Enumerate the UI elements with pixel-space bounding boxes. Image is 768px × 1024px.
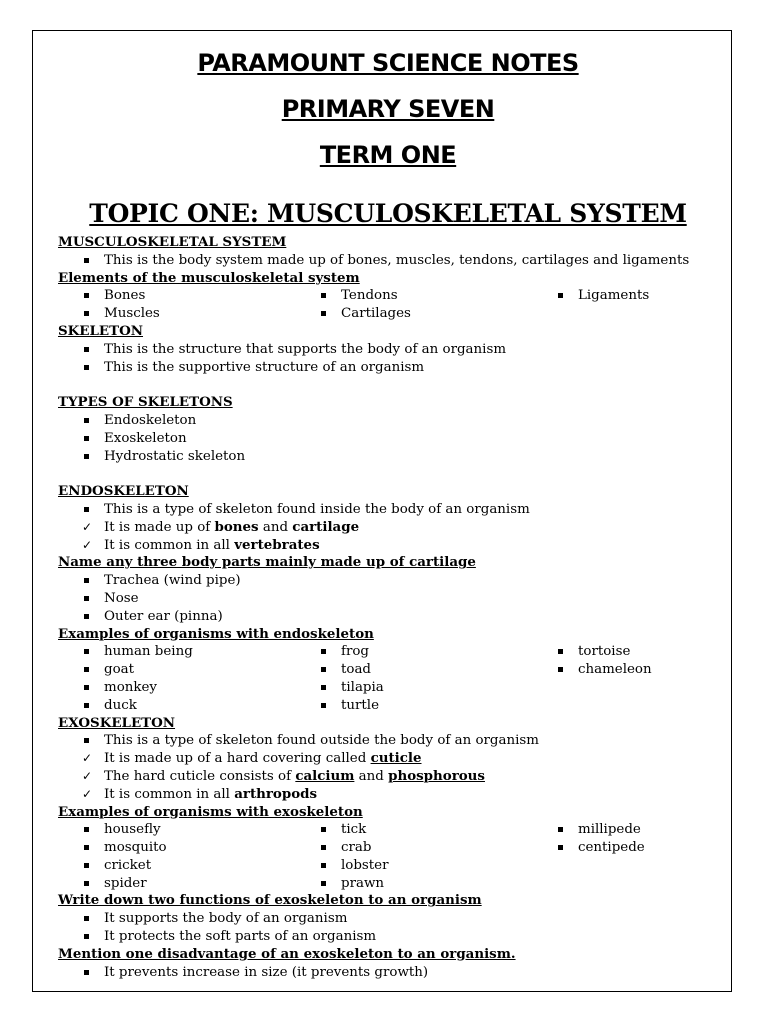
bold-term: bones bbox=[214, 518, 259, 535]
list-item: crab bbox=[295, 839, 532, 857]
section-heading-skeleton: SKELETON bbox=[58, 322, 144, 339]
list-item: goat bbox=[58, 661, 295, 679]
section-heading-exo-disadvantage: Mention one disadvantage of an exoskeleton to an organism. bbox=[58, 945, 516, 962]
bold-term: cartilage bbox=[292, 518, 360, 535]
list-item: monkey bbox=[58, 679, 295, 697]
list-item: toad bbox=[295, 661, 532, 679]
text-run: It is made up of a hard covering called bbox=[104, 751, 371, 767]
exo-disadvantage-list bbox=[58, 964, 718, 982]
text-run: The hard cuticle consists of bbox=[104, 768, 296, 784]
check-item bbox=[58, 768, 718, 786]
exo-examples-col-3 bbox=[532, 821, 718, 892]
list-item: turtle bbox=[295, 697, 532, 715]
check-item bbox=[58, 750, 718, 768]
list-item: It prevents increase in size (it prevents growth) bbox=[58, 964, 718, 982]
text-run: and bbox=[354, 768, 389, 784]
list-item: tilapia bbox=[295, 679, 532, 697]
list-item: Ligaments bbox=[532, 287, 718, 305]
list-item: prawn bbox=[295, 875, 532, 893]
skeleton-list bbox=[58, 341, 718, 377]
list-item: This is the body system made up of bones, muscles, tendons, cartilages and ligaments bbox=[58, 252, 718, 270]
endoskeleton-check-list bbox=[58, 519, 718, 555]
list-item: Muscles bbox=[58, 305, 295, 323]
text-run: It is common in all bbox=[104, 786, 235, 802]
section-heading-endoskeleton: ENDOSKELETON bbox=[58, 483, 189, 500]
list-item: Outer ear (pinna) bbox=[58, 608, 718, 626]
exoskeleton-check-list bbox=[58, 750, 718, 803]
list-item: tortoise bbox=[532, 643, 718, 661]
list-item: Trachea (wind pipe) bbox=[58, 572, 718, 590]
list-item: spider bbox=[58, 875, 295, 893]
list-item: This is a type of skeleton found inside the body of an organism bbox=[58, 501, 718, 519]
endo-examples-grid bbox=[58, 643, 718, 714]
list-item: housefly bbox=[58, 821, 295, 839]
bold-term: phosphorous bbox=[388, 767, 485, 784]
exo-examples-col-2 bbox=[295, 821, 532, 892]
list-item: It protects the soft parts of an organism bbox=[58, 928, 718, 946]
list-item: mosquito bbox=[58, 839, 295, 857]
bold-term: cuticle bbox=[370, 750, 422, 767]
endo-examples-col-2 bbox=[295, 643, 532, 714]
list-item: lobster bbox=[295, 857, 532, 875]
list-item: This is a type of skeleton found outside the body of an organism bbox=[58, 732, 718, 750]
header-term: TERM ONE bbox=[319, 141, 457, 169]
text-run: It is made up of bbox=[104, 519, 215, 535]
list-item: millipede bbox=[532, 821, 718, 839]
bold-term: arthropods bbox=[234, 785, 318, 802]
exo-examples-col-1 bbox=[58, 821, 295, 892]
endoskeleton-def-list bbox=[58, 501, 718, 519]
section-heading-endo-examples: Examples of organisms with endoskeleton bbox=[58, 625, 374, 642]
spacer bbox=[58, 465, 718, 483]
list-item: Tendons bbox=[295, 287, 532, 305]
list-item: Exoskeleton bbox=[58, 430, 718, 448]
list-item: centipede bbox=[532, 839, 718, 857]
section-heading-elements: Elements of the musculoskeletal system bbox=[58, 269, 360, 286]
check-item bbox=[58, 519, 718, 537]
types-list bbox=[58, 412, 718, 465]
section-heading-exo-functions: Write down two functions of exoskeleton to an organism bbox=[58, 892, 482, 909]
elements-grid bbox=[58, 287, 718, 323]
list-item: tick bbox=[295, 821, 532, 839]
list-item: Hydrostatic skeleton bbox=[58, 448, 718, 466]
list-item: Bones bbox=[58, 287, 295, 305]
spacer bbox=[58, 376, 718, 394]
list-item: This is the structure that supports the body of an organism bbox=[58, 341, 718, 359]
list-item: Nose bbox=[58, 590, 718, 608]
notes-content bbox=[58, 40, 718, 981]
list-item: human being bbox=[58, 643, 295, 661]
bold-term: vertebrates bbox=[234, 536, 320, 553]
musculoskeletal-list bbox=[58, 252, 718, 270]
section-heading-types: TYPES OF SKELETONS bbox=[58, 394, 233, 411]
elements-col-1 bbox=[58, 287, 295, 323]
check-item bbox=[58, 786, 718, 804]
exo-functions-list bbox=[58, 910, 718, 946]
elements-col-3 bbox=[532, 287, 718, 323]
list-item: frog bbox=[295, 643, 532, 661]
exo-examples-grid bbox=[58, 821, 718, 892]
bold-term: calcium bbox=[295, 767, 355, 784]
list-item: chameleon bbox=[532, 661, 718, 679]
section-heading-musculoskeletal: MUSCULOSKELETAL SYSTEM bbox=[58, 234, 287, 250]
list-item: duck bbox=[58, 697, 295, 715]
check-item bbox=[58, 537, 718, 555]
list-item: Cartilages bbox=[295, 305, 532, 323]
header-title: PARAMOUNT SCIENCE NOTES bbox=[197, 49, 579, 77]
topic-title: TOPIC ONE: MUSCULOSKELETAL SYSTEM bbox=[89, 199, 687, 228]
elements-col-2 bbox=[295, 287, 532, 323]
section-heading-cartilage-parts: Name any three body parts mainly made up of cartilage bbox=[58, 554, 476, 571]
endo-examples-col-1 bbox=[58, 643, 295, 714]
section-heading-exo-examples: Examples of organisms with exoskeleton bbox=[58, 803, 363, 820]
section-heading-exoskeleton: EXOSKELETON bbox=[58, 714, 176, 731]
text-run: It is common in all bbox=[104, 537, 235, 553]
endo-examples-col-3 bbox=[532, 643, 718, 714]
cartilage-parts-list bbox=[58, 572, 718, 625]
list-item: It supports the body of an organism bbox=[58, 910, 718, 928]
header-class: PRIMARY SEVEN bbox=[281, 95, 495, 123]
list-item: Endoskeleton bbox=[58, 412, 718, 430]
text-run: and bbox=[258, 519, 293, 535]
list-item: This is the supportive structure of an organism bbox=[58, 359, 718, 377]
exoskeleton-def-list bbox=[58, 732, 718, 750]
list-item: cricket bbox=[58, 857, 295, 875]
